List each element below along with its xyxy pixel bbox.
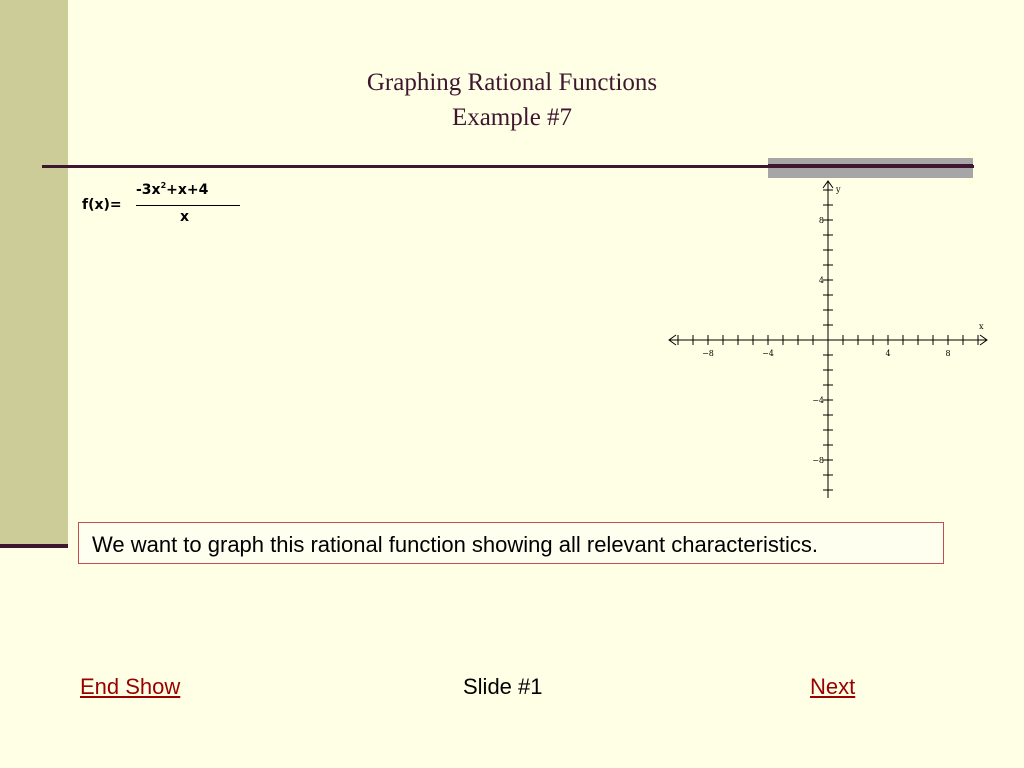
- y-axis-label: y: [836, 185, 841, 194]
- x-axis-label: x: [979, 322, 984, 331]
- numerator-lead: -3x: [136, 182, 161, 198]
- formula-lhs: f(x)=: [82, 197, 122, 213]
- header-gray-block: [768, 158, 973, 178]
- x-tick-label: −4: [762, 349, 774, 358]
- formula-numerator: [136, 182, 208, 198]
- x-tick-label: −8: [702, 349, 714, 358]
- left-band-rule: [0, 544, 68, 548]
- y-tick-label: 4: [818, 276, 824, 285]
- x-tick-label: 4: [885, 349, 891, 358]
- fraction-bar: [136, 205, 240, 206]
- end-show-link[interactable]: End Show: [80, 674, 181, 699]
- x-tick-label: 8: [945, 349, 951, 358]
- numerator-exponent: 2: [160, 181, 167, 190]
- header-rule-overlay: [768, 164, 973, 167]
- description-callout: [78, 522, 944, 564]
- y-tick-label: −8: [812, 456, 824, 465]
- y-tick-label: 8: [818, 216, 824, 225]
- slide-number: Slide #1: [463, 674, 543, 699]
- axes-group: [669, 181, 987, 498]
- y-tick-label: −4: [812, 396, 824, 405]
- callout-text: We want to graph this rational function showing all relevant characteristics.: [92, 532, 818, 557]
- slide-subtitle: Example #7: [451, 104, 573, 131]
- coordinate-grid: [660, 178, 1000, 506]
- slide-title: Graphing Rational Functions: [366, 69, 658, 96]
- next-link[interactable]: Next: [810, 674, 856, 699]
- numerator-tail: +x+4: [166, 182, 209, 198]
- formula-denominator: x: [180, 209, 190, 225]
